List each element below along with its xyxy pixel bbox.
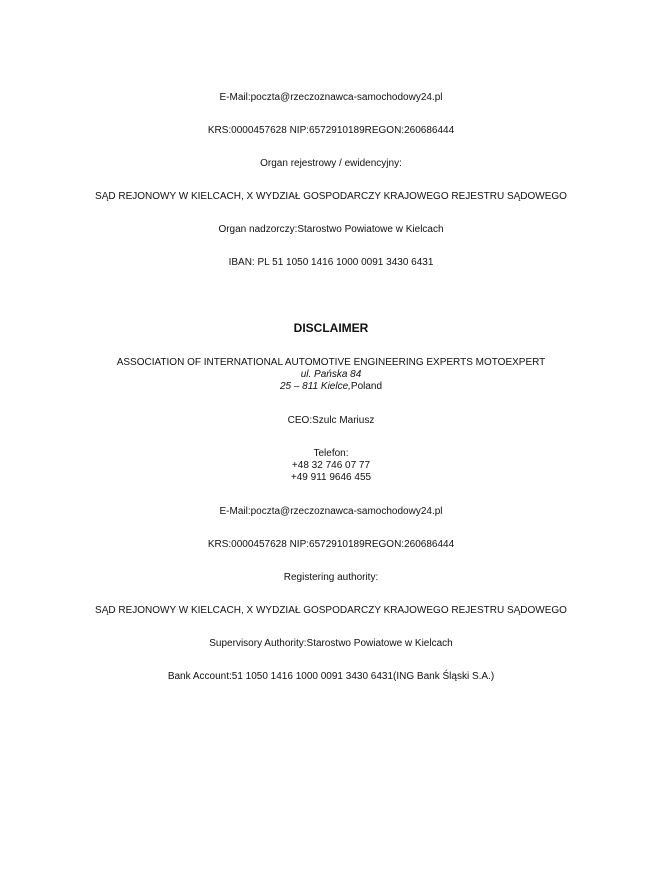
registry-authority-label-en: Registering authority: bbox=[283, 572, 379, 583]
phone-number-2: +49 911 9646 455 bbox=[290, 472, 372, 483]
postal-city: 25 – 811 Kielce, bbox=[279, 381, 351, 392]
court-name-pl: SĄD REJONOWY W KIELCACH, X WYDZIAŁ GOSPODARCZY KRAJOWEGO REJESTRU SĄDOWEGO bbox=[95, 191, 567, 202]
ceo-line: CEO:Szulc Mariusz bbox=[287, 415, 375, 426]
phone-number-1: +48 32 746 07 77 bbox=[291, 460, 371, 471]
postal-city-line bbox=[0, 381, 662, 393]
email-line-pl: E-Mail:poczta@rzeczoznawca-samochodowy24.pl bbox=[219, 92, 443, 103]
registry-authority-label-pl: Organ rejestrowy / ewidencyjny: bbox=[260, 158, 402, 169]
street-address: ul. Pańska 84 bbox=[300, 369, 362, 380]
phone-label: Telefon: bbox=[313, 448, 349, 459]
iban-line: IBAN: PL 51 1050 1416 1000 0091 3430 6431 bbox=[228, 257, 434, 268]
disclaimer-title: DISCLAIMER bbox=[293, 321, 369, 335]
country: Poland bbox=[350, 381, 383, 392]
court-name-en: SĄD REJONOWY W KIELCACH, X WYDZIAŁ GOSPODARCZY KRAJOWEGO REJESTRU SĄDOWEGO bbox=[95, 605, 567, 616]
supervisory-authority-pl: Organ nadzorczy:Starostwo Powiatowe w Kielcach bbox=[218, 224, 444, 235]
supervisory-authority-en: Supervisory Authority:Starostwo Powiatowe w Kielcach bbox=[209, 638, 453, 649]
bank-account-line: Bank Account:51 1050 1416 1000 0091 3430 6431(ING Bank Śląski S.A.) bbox=[167, 671, 495, 682]
registry-numbers-en: KRS:0000457628 NIP:6572910189REGON:260686444 bbox=[207, 539, 455, 550]
registry-numbers-pl: KRS:0000457628 NIP:6572910189REGON:260686444 bbox=[207, 125, 455, 136]
association-name: ASSOCIATION OF INTERNATIONAL AUTOMOTIVE ENGINEERING EXPERTS MOTOEXPERT bbox=[116, 357, 546, 368]
email-line-en: E-Mail:poczta@rzeczoznawca-samochodowy24.pl bbox=[219, 506, 443, 517]
